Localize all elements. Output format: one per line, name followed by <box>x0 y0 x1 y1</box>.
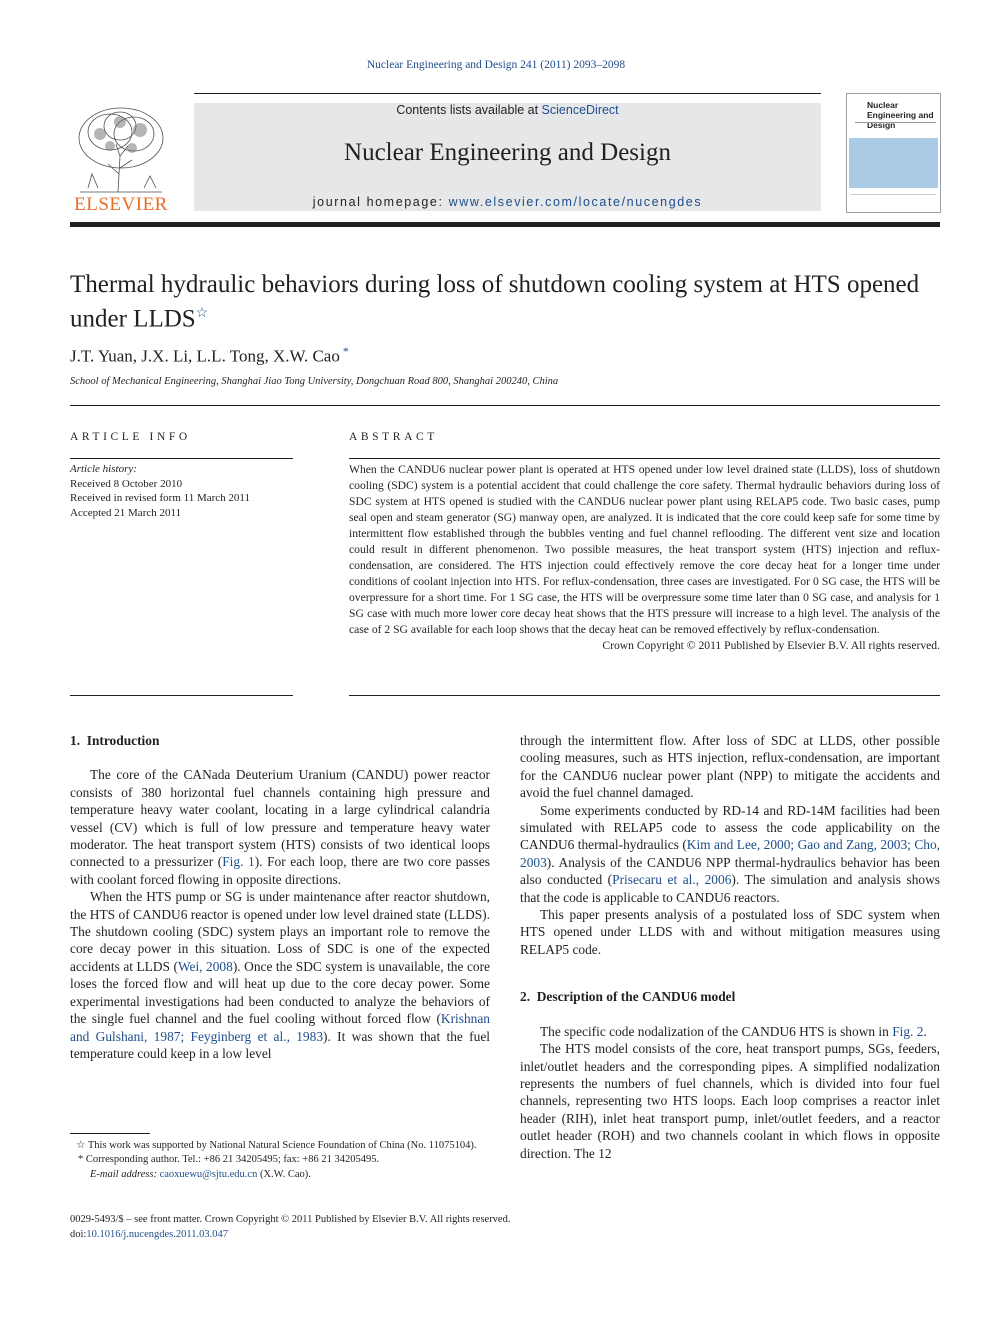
sciencedirect-link[interactable]: ScienceDirect <box>541 103 619 117</box>
corresponding-author-mark[interactable]: * <box>342 344 349 358</box>
article-title-text: Thermal hydraulic behaviors during loss of shutdown cooling system at HTS opened under LLDS <box>70 271 920 333</box>
right-paragraph-1: through the intermittent flow. After loss of SDC at LLDS, other possible cooling measures, such as HTS injection, reflux-condensation, are important for the CANDU6 nuclear power plant (NPP) to mitigate the accidents and avoid the fuel channel damaged. <box>520 733 940 801</box>
banner-top-rule <box>194 93 821 94</box>
title-bottom-rule <box>70 405 940 406</box>
abstract-rule <box>349 458 940 459</box>
doi-line <box>70 1227 940 1242</box>
fig2-link[interactable]: Fig. 2 <box>892 1023 924 1039</box>
cover-subtitle-rule <box>855 122 936 126</box>
article-info-rule <box>70 458 293 459</box>
right-paragraph-3: This paper presents analysis of a postulated loss of SDC system when HTS opened under LLDS with and without mitigation measures using RELAP5 code. <box>520 907 940 957</box>
abstract-body <box>349 462 940 654</box>
ref-krishnan-feyginberg-link[interactable]: Krishnan and Gulshani, 1987; Feyginberg et al., 1983 <box>70 1011 490 1044</box>
right-p4-text-a: The specific code nodalization of the CANDU6 HTS is shown in <box>540 1023 893 1039</box>
revised-date: Received in revised form 11 March 2011 <box>70 492 251 505</box>
cover-blue-panel <box>849 138 938 188</box>
ref-kim-gao-cho-link[interactable]: Kim and Lee, 2000; Gao and Zang, 2003; Cho, 2003 <box>520 837 940 870</box>
elsevier-wordmark: ELSEVIER <box>74 194 168 215</box>
issn-line: 0029-5493/$ – see front matter. Crown Copyright © 2011 Published by Elsevier B.V. All rights reserved. <box>70 1214 511 1225</box>
doi-prefix: doi: <box>70 1229 87 1240</box>
email-label: E-mail address: <box>90 1168 157 1180</box>
footnotes <box>70 1139 490 1182</box>
elsevier-logo <box>70 104 172 214</box>
title-footnote-mark[interactable]: ☆ <box>195 306 209 321</box>
ref-prisecaru-link[interactable]: Prisecaru et al., 2006 <box>612 872 732 888</box>
intro-paragraph-1 <box>70 766 490 888</box>
right-column <box>520 732 940 1162</box>
journal-homepage <box>194 195 821 209</box>
fig1-link[interactable]: Fig. 1 <box>222 854 255 870</box>
section-2-heading: 2. Description of the CANDU6 model <box>520 989 736 1005</box>
right-p2-text-c: ). The simulation and analysis shows that the code is applicable to CANDU6 reactors. <box>520 872 940 905</box>
homepage-link[interactable]: www.elsevier.com/locate/nucengdes <box>448 195 703 209</box>
intro-p1-text-a: The core of the CANada Deuterium Uranium (CANDU) power reactor consists of 380 horizontal fuel channels containing high pressure and temperature heavy water coolant, locating in a large cylindrical calandria vessel (CV) which is full of low pressure and temperature heavy water moderator. The heat transport system (HTS) consists of two identical loops connected to a pressurizer ( <box>70 767 490 870</box>
contents-prefix: Contents lists available at <box>396 103 542 117</box>
footnote-email <box>70 1168 490 1182</box>
section-1-heading: 1. Introduction <box>70 733 160 748</box>
doi-link[interactable]: 10.1016/j.nucengdes.2011.03.047 <box>86 1229 228 1240</box>
intro-p2-text-b: ). Once the SDC system is unavailable, the core loses the forced flow and will heat up due to the core decay power. Some experimental investigations had been conducted to analyze the behaviors of the single fuel channel and the fuel cooling without forced flow ( <box>70 958 490 1027</box>
ref-wei-2008-link[interactable]: Wei, 2008 <box>177 958 233 974</box>
abstract-text: When the CANDU6 nuclear power plant is operated at HTS opened under low level drained state (LLDS), loss of shutdown cooling (SDC) system is a potential accident that could challenge the core safety. Thermal hydraulic behaviors during loss of SDC system at HTS opened is studied with the CANDU6 nuclear power plant using RELAP5 code. Two basic cases, pump seal open and steam generator (SG) manway open, are analyzed. It is indicated that the core could keep safe for some time by intermittent flow established through the bubbles venting and fuel channel reflooding. The different vent size and location could result in different phenomenon. Two possible measures, the heat transport system (HTS) injection and reflux-condensation, are considered. The HTS injection could effectively remove the core decay heat for a longer time under conditions of coolant injection into HTS. For reflux-condensation, three cases are investigated. For 0 SG case, the HTS will be overpressure for a short time. For 1 SG case, the HTS will be overpressure some time later than 0 SG case, and analysis for 1 SG case with much more lower core decay heat shows that the HTS pressure will increase to a high level. The analysis of the case of 2 SG available for each loop shows that the decay heat can be removed effectively by reflux-condensation. <box>349 463 940 636</box>
accepted-date: Accepted 21 March 2011 <box>70 506 182 519</box>
contents-line <box>194 103 821 117</box>
header-thick-rule <box>70 222 940 227</box>
journal-banner <box>194 103 821 211</box>
journal-title: Nuclear Engineering and Design <box>344 139 671 166</box>
journal-citation[interactable]: Nuclear Engineering and Design 241 (2011) 2093–2098 <box>366 59 626 71</box>
funding-text: This work was supported by National Natural Science Foundation of China (No. 11075104). <box>87 1140 477 1151</box>
author-list <box>70 344 349 367</box>
email-suffix: (X.W. Cao). <box>257 1168 311 1180</box>
email-link[interactable]: caoxuewu@sjtu.edu.cn <box>159 1168 258 1180</box>
history-label: Article history: <box>70 463 137 475</box>
intro-p2-text-c: ). It was shown that the fuel temperature could keep in a low level <box>70 1028 490 1061</box>
intro-p1-text-b: ). For each loop, there are two core passes with coolant forced flowing in opposite directions. <box>70 854 490 887</box>
journal-cover-thumbnail[interactable] <box>846 93 941 213</box>
footnote-funding <box>70 1139 490 1153</box>
corresponding-text: Corresponding author. Tel.: +86 21 34205495; fax: +86 21 34205495. <box>85 1154 380 1166</box>
cover-footer <box>851 194 936 207</box>
received-date: Received 8 October 2010 <box>70 477 183 490</box>
article-history <box>70 462 293 520</box>
abstract-copyright: Crown Copyright © 2011 Published by Elsevier B.V. All rights reserved. <box>602 639 940 652</box>
homepage-label: journal homepage: <box>312 195 449 209</box>
right-paragraph-4 <box>520 1023 940 1040</box>
footnote-corresponding <box>70 1153 490 1167</box>
right-paragraph-2 <box>520 802 940 906</box>
funding-mark: ☆ <box>76 1140 86 1151</box>
right-p2-text-b: ). Analysis of the CANDU6 NPP thermal-hydraulics behavior has been also conducted ( <box>520 854 940 888</box>
left-column <box>70 732 490 1062</box>
abstract-bottom-rule <box>349 695 940 696</box>
bottom-matter <box>70 1212 940 1242</box>
authors-text: J.T. Yuan, J.X. Li, L.L. Tong, X.W. Cao <box>70 346 340 366</box>
corresponding-mark: * <box>78 1154 84 1166</box>
article-info-heading: ARTICLE INFO <box>70 431 191 443</box>
right-paragraph-5: The HTS model consists of the core, heat transport pumps, SGs, feeders, inlet/outlet headers and the corresponding pipes. A simplified nodalization represents the numbers of fuel channels, which is divided into four fuel channels, representing two HTS loops. Each loop comprises a reactor inlet header (RIH), inlet heat transport pump, inlet/outlet feeders, and a reactor outlet header (ROH) and two channels coolant in which flows in opposite direction. The 12 <box>520 1041 940 1161</box>
right-p4-text-b: . <box>923 1023 927 1039</box>
article-info-bottom-rule <box>70 695 293 696</box>
affiliation: School of Mechanical Engineering, Shanghai Jiao Tong University, Dongchuan Road 800, Shanghai 200240, China <box>70 376 559 387</box>
footnote-rule <box>70 1133 150 1134</box>
right-p2-text-a: Some experiments conducted by RD-14 and RD-14M facilities had been simulated with RELAP5 code to assess the code applicability on the CANDU6 thermal-hydraulics ( <box>520 802 940 853</box>
intro-paragraph-2 <box>70 888 490 1062</box>
article-title <box>70 270 930 333</box>
intro-p2-text-a: When the HTS pump or SG is under maintenance after reactor shutdown, the HTS of CANDU6 reactor is opened under low level drained state (LLDS). The shutdown cooling (SDC) system plays an important role to remove the core decay power in this situation. Loss of SDC is one of the expected accidents at LLDS ( <box>70 889 490 974</box>
abstract-heading: ABSTRACT <box>349 431 438 443</box>
cover-title: Nuclear Engineering and Design <box>867 100 934 130</box>
